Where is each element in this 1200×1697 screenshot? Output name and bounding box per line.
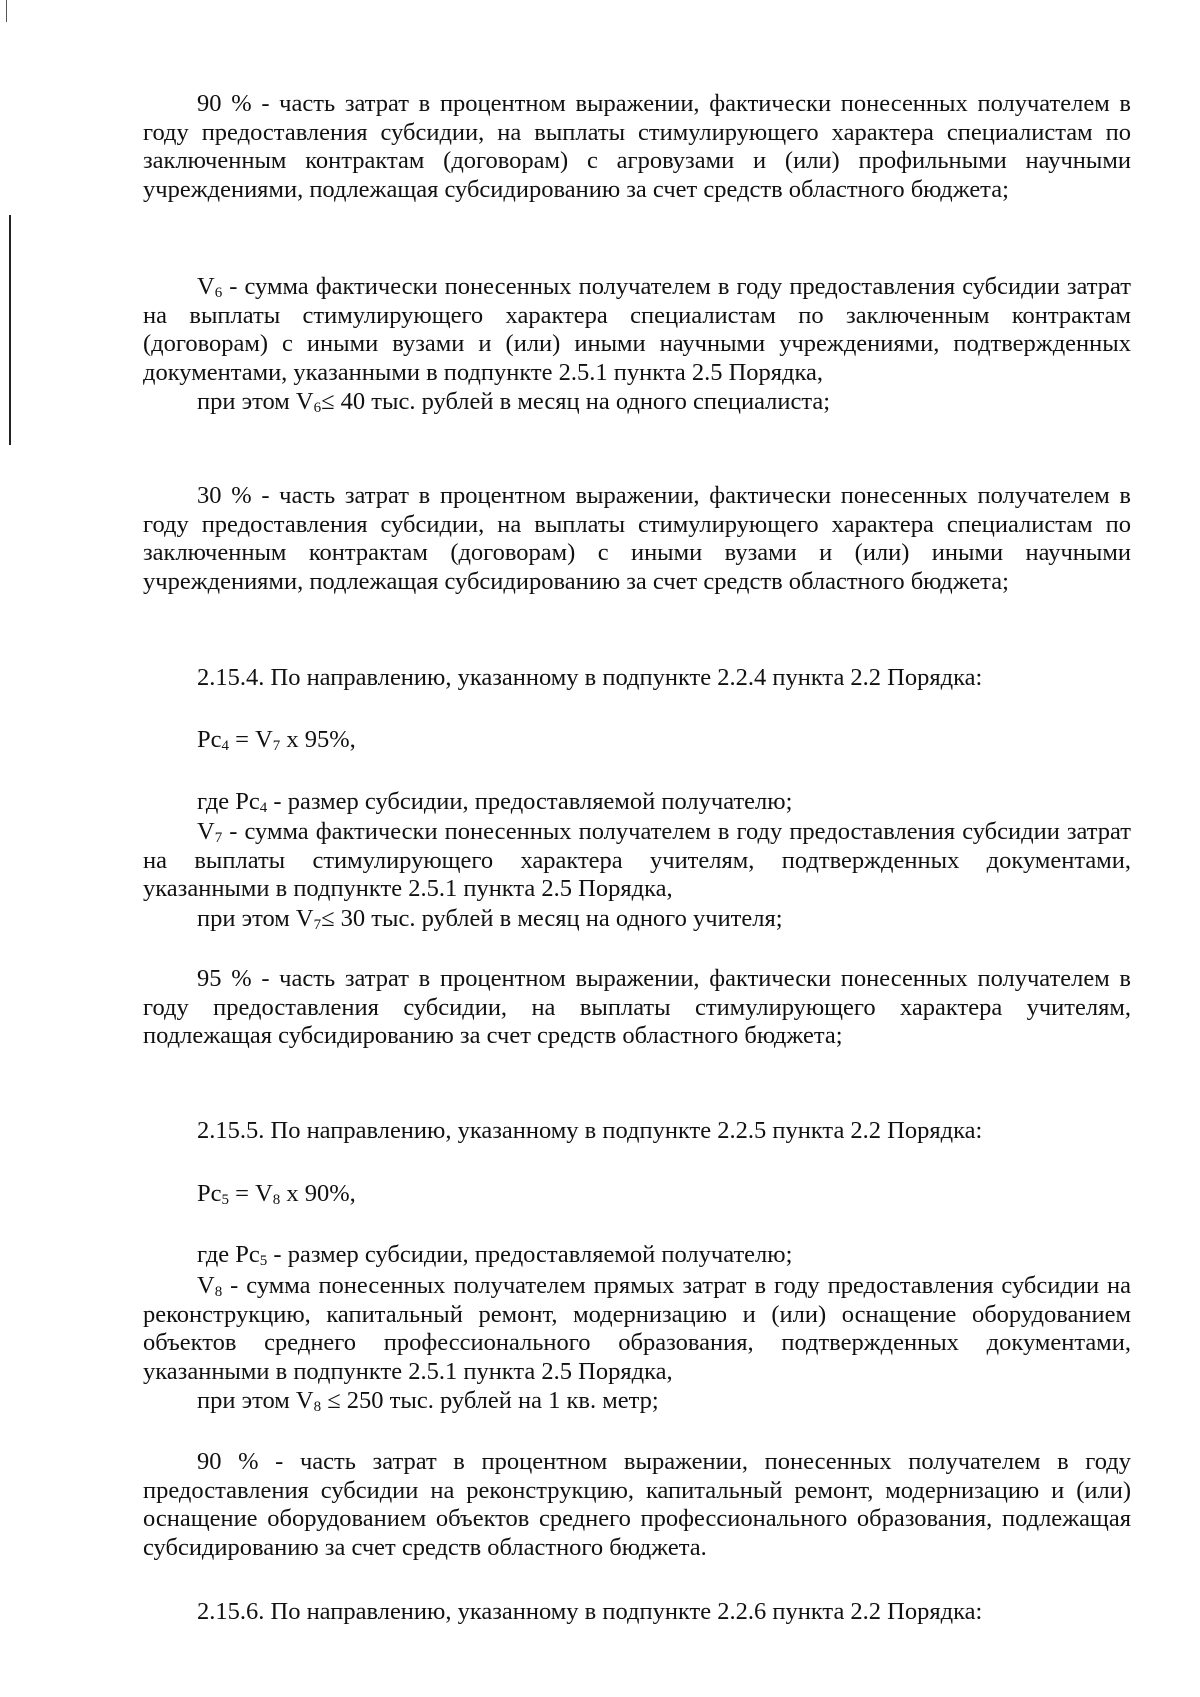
paragraph-v8-definition: $V_8$ - сумма понесенных получателем прямых затрат в году предоставления субсидии на реконструкцию, капитальный ремонт, модернизацию и (или) оснащение оборудованием объектов среднего профессионального образования, подтвержденных документами, указанными в подпункте 2.5.1 пункта 2.5 Порядка, [143,1272,1131,1385]
section-2-15-6-heading: 2.15.6. По направлению, указанному в подпункте 2.2.6 пункта 2.2 Порядка: [197,1598,983,1625]
paragraph-90-percent-agrovuz: 90 % - часть затрат в процентном выражении, фактически понесенных получателем в году предоставления субсидии, на выплаты стимулирующего характера специалистам по заключенным контрактам (договорам) с агровузами и (или) профильными научными учреждениями, подлежащая субсидированию за счет средств областного бюджета; [143,90,1131,203]
paragraph-30-percent: 30 % - часть затрат в процентном выражении, фактически понесенных получателем в году предоставления субсидии, на выплаты стимулирующего характера специалистам по заключенным контрактам (договорам) с иными вузами и (или) иными научными учреждениями, подлежащая субсидированию за счет средств областного бюджета; [143,482,1131,595]
paragraph-v7-definition: $V_7$ - сумма фактически понесенных получателем в году предоставления субсидии затрат на выплаты стимулирующего характера учителям, подтвержденных документами, указанными в подпункте 2.5.1 пункта 2.5 Порядка, [143,818,1131,903]
paragraph-v8-limit: при этом $V_8 \le 250$ тыс. рублей на 1 кв. метр; [197,1387,659,1415]
section-2-15-5-heading: 2.15.5. По направлению, указанному в подпункте 2.2.5 пункта 2.2 Порядка: [197,1117,983,1144]
paragraph-v6-limit: при этом $V_6\le 40$ тыс. рублей в месяц на одного специалиста; [197,388,831,416]
formula-pc4: $Рс_4 = V_7$ x 95%, [197,726,356,754]
scan-artifact [9,215,11,445]
section-2-15-4-heading: 2.15.4. По направлению, указанному в подпункте 2.2.4 пункта 2.2 Порядка: [197,664,983,691]
paragraph-90-percent-spo: 90 % - часть затрат в процентном выражении, понесенных получателем в году предоставления субсидии на реконструкцию, капитальный ремонт, модернизацию и (или) оснащение оборудованием объектов среднего профессионального образования, подлежащая субсидированию за счет средств областного бюджета. [143,1448,1131,1561]
paragraph-95-percent: 95 % - часть затрат в процентном выражении, фактически понесенных получателем в году предоставления субсидии, на выплаты стимулирующего характера учителям, подлежащая субсидированию за счет средств областного бюджета; [143,965,1131,1050]
paragraph-v7-limit: при этом $V_7\le 30$ тыс. рублей в месяц на одного учителя; [197,905,783,933]
paragraph-v6-definition: $V_6$ - сумма фактически понесенных получателем в году предоставления субсидии затрат на выплаты стимулирующего характера специалистам по заключенным контрактам (договорам) с иными вузами и (или) иными научными учреждениями, подтвержденных документами, указанными в подпункте 2.5.1 пункта 2.5 Порядка, [143,273,1131,386]
scan-artifact [6,0,7,22]
formula-pc4-where: где $Рс_4$ - размер субсидии, предоставляемой получателю; [197,788,793,816]
formula-pc5-where: где $Рс_5$ - размер субсидии, предоставляемой получателю; [197,1241,793,1269]
formula-pc5: $Рс_5 = V_8$ x 90%, [197,1180,356,1208]
